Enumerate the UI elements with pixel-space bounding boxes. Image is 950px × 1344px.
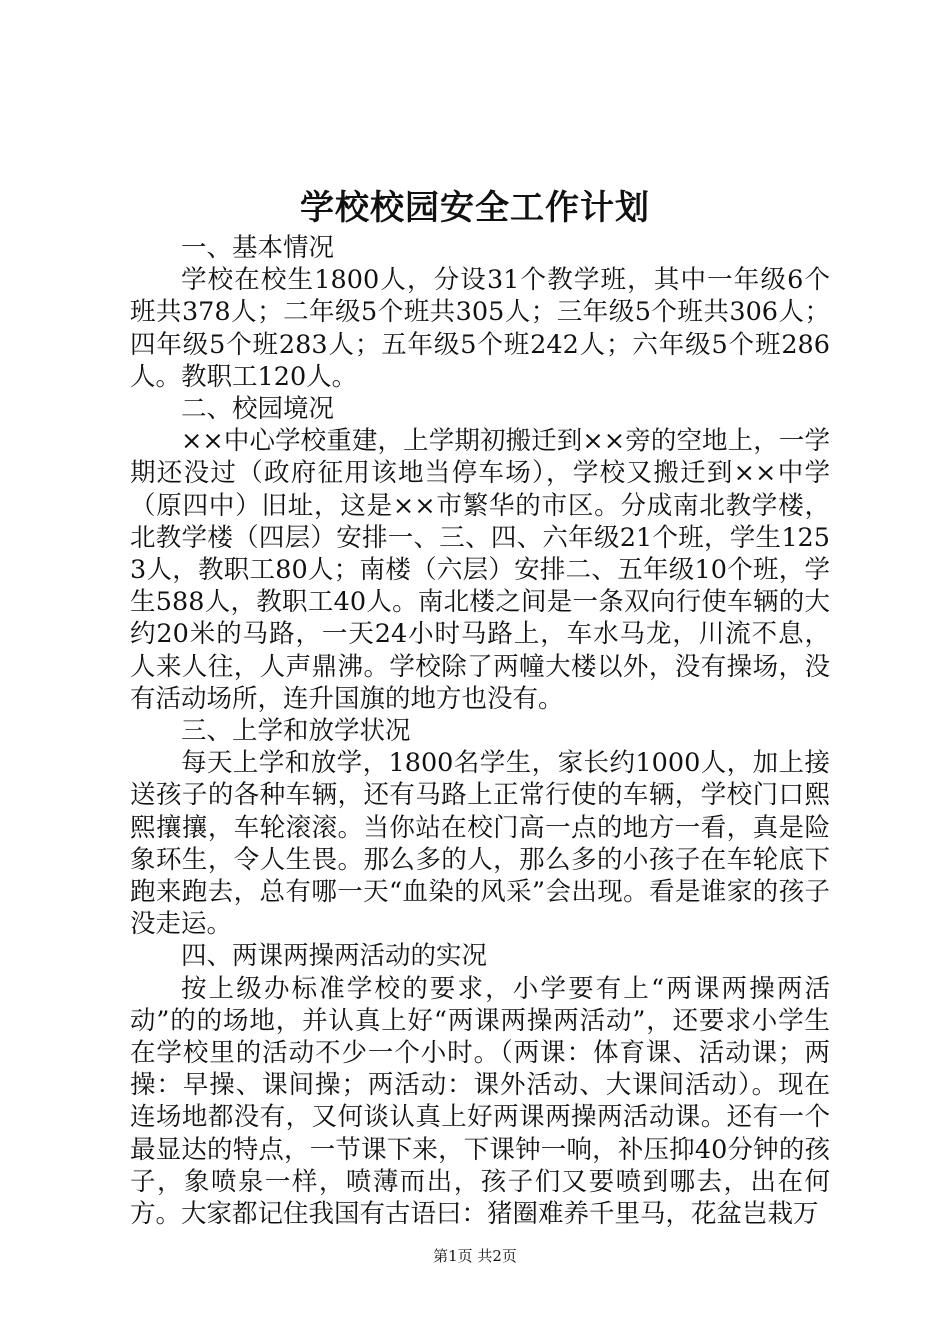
document-title: 学校校园安全工作计划: [300, 188, 650, 228]
section-paragraph: 按上级办标准学校的要求，小学要有上“两课两操两活动”的的场地，并认真上好“两课两操两活动”，还要求小学生在学校里的活动不少一个小时。（两课：体育课、活动课；两操：早操、课间操；两活动：课外活动、大课间活动）。现在连场地都没有，又何谈认真上好两课两操两活动课。还有一个最显达的特点，一节课下来，下课钟一响，补压抑40分钟的孩子，象喷泉一样，喷薄而出，孩子们又要喷到哪去，出在何方。大家都记住我国有古语曰：猪圈难养千里马，花盆岂栽万: [130, 973, 830, 1230]
section-heading: 一、基本情况: [181, 233, 335, 263]
section-heading: 三、上学和放学状况: [181, 716, 411, 747]
page-footer: 第1页 共2页: [433, 1247, 517, 1265]
section-heading: 二、校园境况: [181, 394, 335, 425]
section-paragraph: ××中心学校重建，上学期初搬迁到××旁的空地上，一学期还没过（政府征用该地当停车场），学校又搬迁到××中学（原四中）旧址，这是××市繁华的市区。分成南北教学楼，北教学楼（四层）安排一、三、四、六年级21个班，学生1253人，教职工80人；南楼（六层）安排二、五年级10个班，学生588人，教职工40人。南北楼之间是一条双向行使车辆的大约20米的马路，一天24小时马路上，车水马龙，川流不息，人来人往，人声鼎沸。学校除了两幢大楼以外，没有操场，没有活动场所，连升国旗的地方也没有。: [130, 426, 830, 714]
document-body: [130, 232, 830, 1230]
section-heading: 四、两课两操两活动的实况: [181, 941, 488, 972]
section-paragraph: 学校在校生1800人，分设31个教学班，其中一年级6个班共378人；二年级5个班共305人；三年级5个班共306人；四年级5个班283人；五年级5个班242人；六年级5个班286人。教职工120人。: [130, 265, 830, 392]
section-paragraph: 每天上学和放学，1800名学生，家长约1000人，加上接送孩子的各种车辆，还有马路上正常行使的车辆，学校门口熙熙攘攘，车轮滚滚。当你站在校门高一点的地方一看，真是险象环生，令人生畏。那么多的人，那么多的小孩子在车轮底下跑来跑去，总有哪一天“血染的风采”会出现。看是谁家的孩子没走运。: [130, 748, 830, 940]
